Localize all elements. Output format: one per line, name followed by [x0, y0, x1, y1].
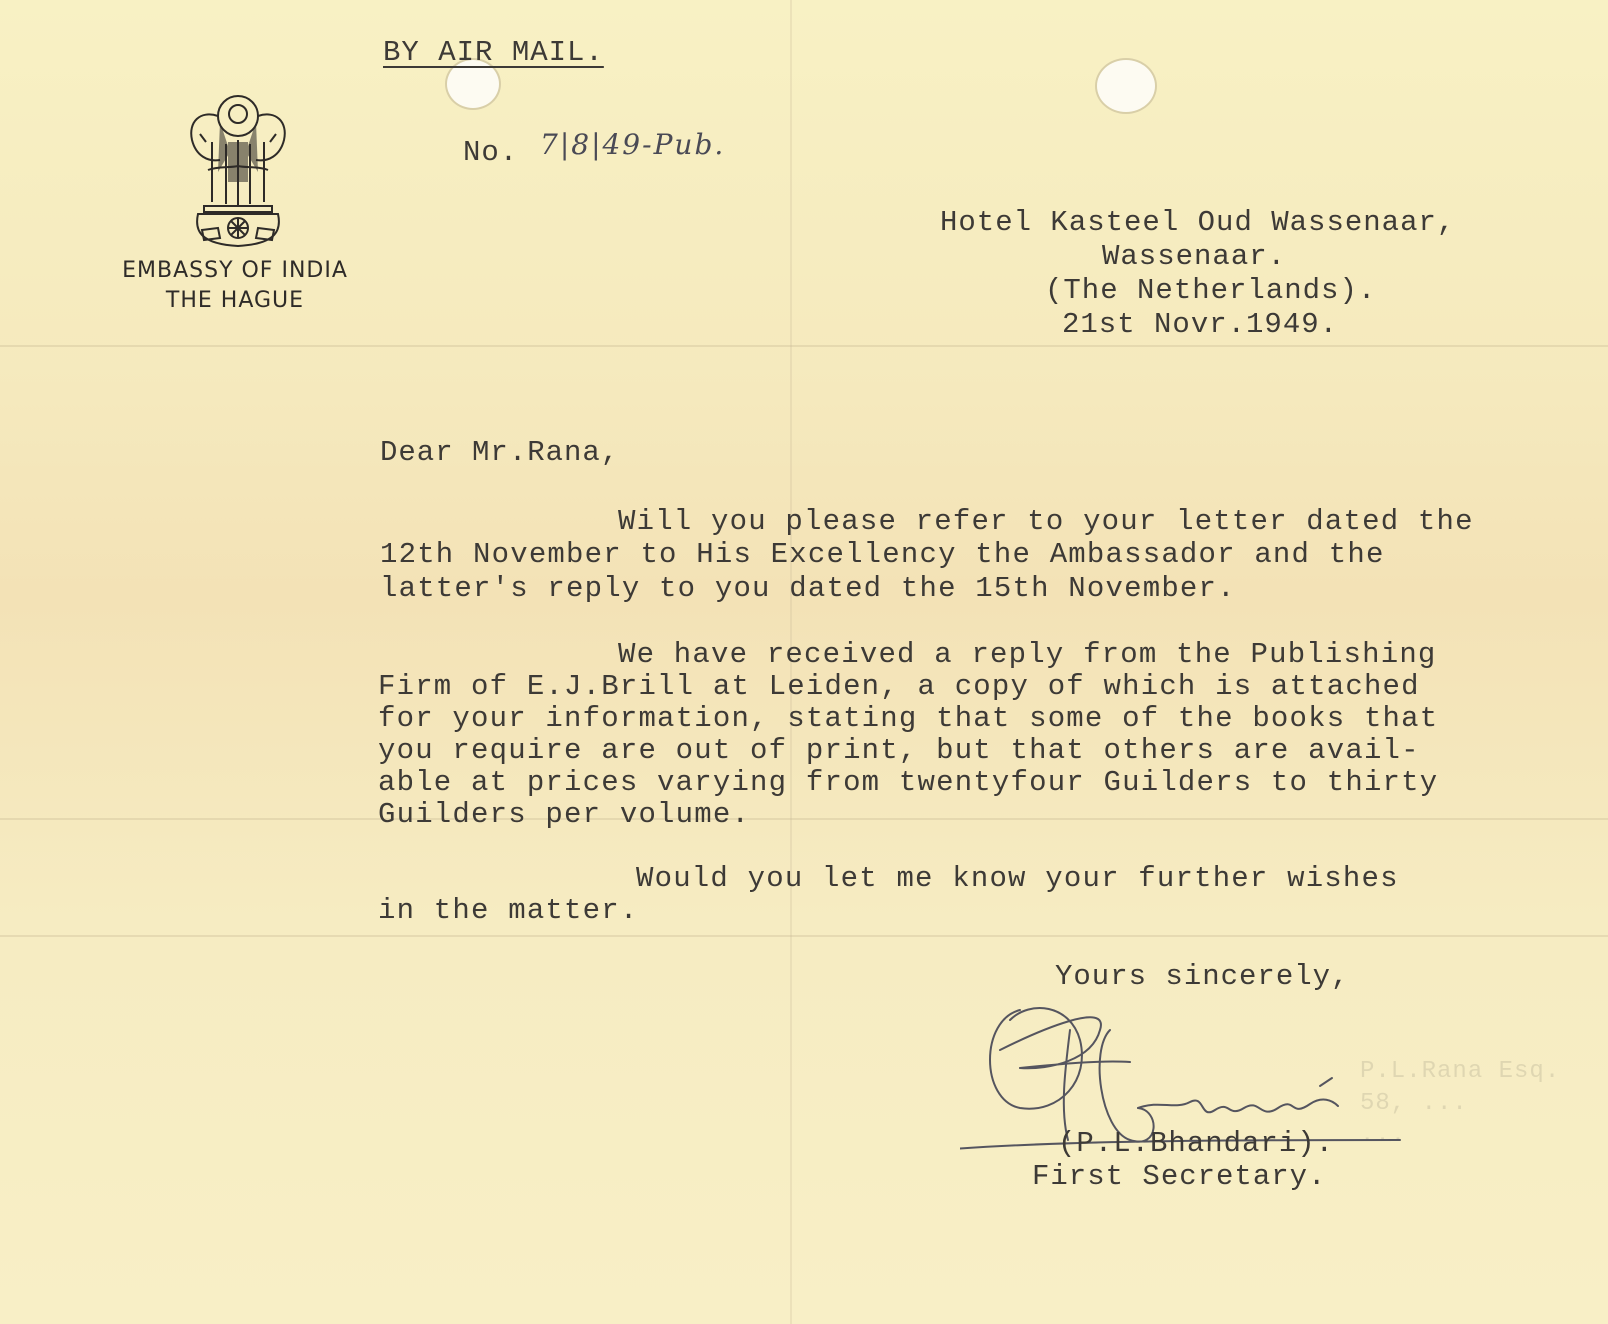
paper-crease	[0, 935, 1608, 937]
reference-prefix: No.	[463, 136, 519, 169]
paragraph-line: in the matter.	[378, 894, 639, 927]
lion-capital-emblem-icon	[178, 82, 298, 254]
paragraph-line: latter's reply to you dated the 15th November.	[380, 572, 1236, 605]
paragraph-line: Firm of E.J.Brill at Leiden, a copy of which is attached	[378, 670, 1420, 703]
paragraph-line: Would you let me know your further wishes	[636, 862, 1399, 895]
address-line: Wassenaar.	[1102, 240, 1287, 273]
salutation: Dear Mr.Rana,	[380, 436, 620, 469]
signatory-title: First Secretary.	[1032, 1160, 1327, 1193]
paragraph-line: for your information, stating that some of the books that	[378, 702, 1439, 735]
paragraph-line: Guilders per volume.	[378, 798, 751, 831]
punch-hole	[1095, 58, 1157, 114]
show-through-text: ...	[1360, 1122, 1407, 1149]
reference-handwritten: 7|8|49-Pub.	[540, 128, 726, 161]
paper-crease	[0, 345, 1608, 347]
embassy-name: EMBASSY OF INDIA	[122, 258, 348, 283]
date-line: 21st Novr.1949.	[1062, 308, 1339, 341]
signatory-name: (P.L.Bhandari).	[1058, 1127, 1335, 1160]
show-through-text: 58, ...	[1360, 1090, 1468, 1117]
airmail-label: BY AIR MAIL.	[383, 36, 604, 69]
paragraph-line: you require are out of print, but that others are avail-	[378, 734, 1420, 767]
paragraph-line: Will you please refer to your letter dated the	[618, 505, 1474, 538]
paragraph-line: We have received a reply from the Publishing	[618, 638, 1437, 671]
show-through-text: P.L.Rana Esq.	[1360, 1058, 1561, 1085]
embassy-city: THE HAGUE	[165, 288, 305, 313]
closing: Yours sincerely,	[1055, 960, 1350, 993]
paper-crease	[0, 818, 1608, 820]
address-line: (The Netherlands).	[1045, 274, 1377, 307]
address-line: Hotel Kasteel Oud Wassenaar,	[940, 206, 1456, 239]
paragraph-line: 12th November to His Excellency the Ambassador and the	[380, 538, 1385, 571]
paragraph-line: able at prices varying from twentyfour Guilders to thirty	[378, 766, 1439, 799]
